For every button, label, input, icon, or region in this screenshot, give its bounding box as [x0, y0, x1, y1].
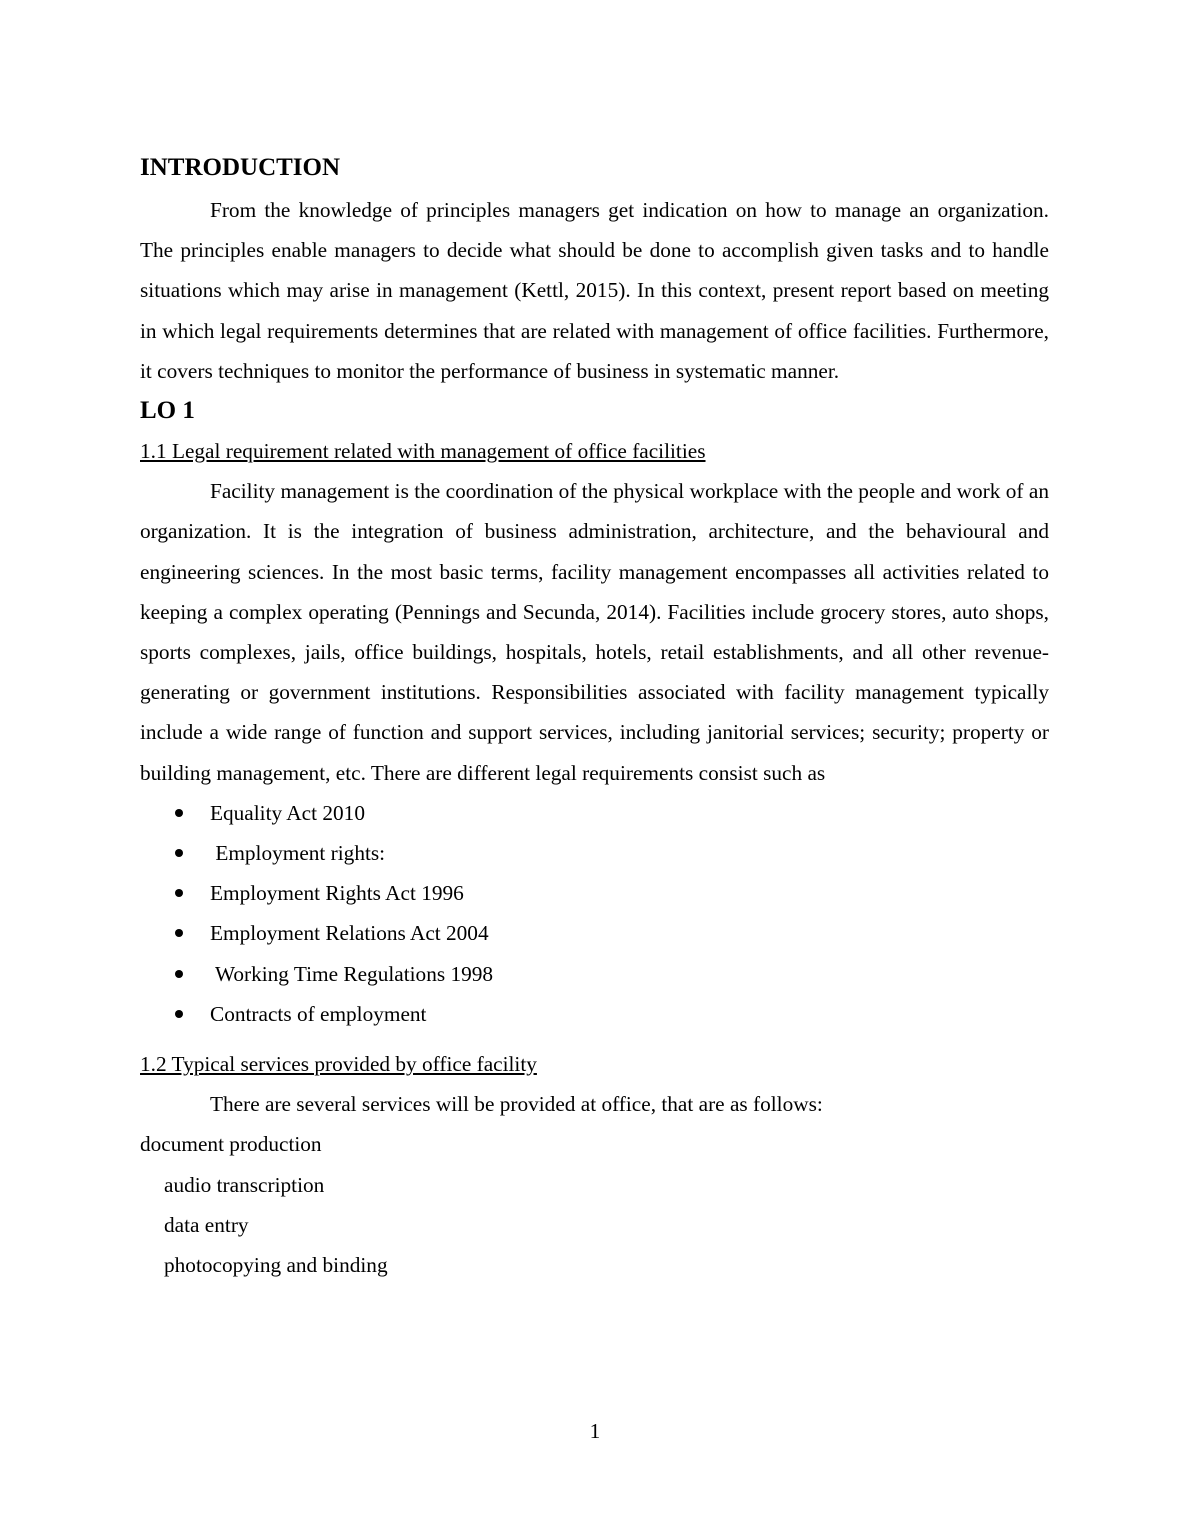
section-1-1-title: 1.1 Legal requirement related with management of office facilities: [140, 439, 706, 464]
section-1-2-paragraph: There are several services will be provided at office, that are as follows:: [210, 1092, 823, 1117]
introduction-paragraph: From the knowledge of principles managers get indication on how to manage an organization. The principles enable managers to decide what should be done to accomplish given tasks and to handle situations which may arise in management (Kettl, 2015). In this context, present report based on meeting in which legal requirements determines that are related with management of office facilities. Furthermore, it covers techniques to monitor the performance of business in systematic manner.: [140, 198, 1049, 383]
bullet-icon: [175, 929, 183, 937]
list-item: [140, 793, 1049, 833]
service-item: audio transcription: [164, 1172, 325, 1197]
list-item-text: Working Time Regulations 1998: [210, 961, 494, 986]
list-item: [140, 954, 1049, 994]
section-1-1-paragraph: Facility management is the coordination of the physical workplace with the people and work of an organization. It is the integration of business administration, architecture, and the behavioural and engineering sciences. In the most basic terms, facility management encompasses all activities related to keeping a complex operating (Pennings and Secunda, 2014). Facilities include grocery stores, auto shops, sports complexes, jails, office buildings, hospitals, hotels, retail establishments, and all other revenue-generating or government institutions. Responsibilities associated with facility management typically include a wide range of function and support services, including janitorial services; security; property or building management, etc. There are different legal requirements consist such as: [140, 479, 1049, 785]
service-item: document production: [140, 1132, 322, 1157]
page-number: 1: [589, 1419, 601, 1443]
list-item-text: Employment Rights Act 1996: [210, 881, 464, 906]
bullet-icon: [175, 889, 183, 897]
list-item: [140, 873, 1049, 913]
page-content: [140, 148, 1049, 1285]
legal-requirements-list: [140, 793, 1049, 1034]
list-item-text: Equality Act 2010: [210, 800, 365, 825]
list-item: [140, 994, 1049, 1034]
bullet-icon: [175, 970, 183, 978]
list-item-text: Employment Relations Act 2004: [210, 921, 489, 946]
service-item: data entry: [164, 1212, 249, 1237]
introduction-heading: INTRODUCTION: [140, 154, 341, 181]
list-item: [140, 913, 1049, 953]
lo1-heading: LO 1: [140, 397, 195, 425]
list-item-text: Contracts of employment: [210, 1001, 427, 1026]
service-item: photocopying and binding: [164, 1253, 388, 1278]
list-item: [140, 833, 1049, 873]
bullet-icon: [175, 1010, 183, 1018]
bullet-icon: [175, 809, 183, 817]
bullet-icon: [175, 849, 183, 857]
section-1-2-title: 1.2 Typical services provided by office facility: [140, 1052, 537, 1077]
list-item-text: Employment rights:: [210, 841, 386, 866]
